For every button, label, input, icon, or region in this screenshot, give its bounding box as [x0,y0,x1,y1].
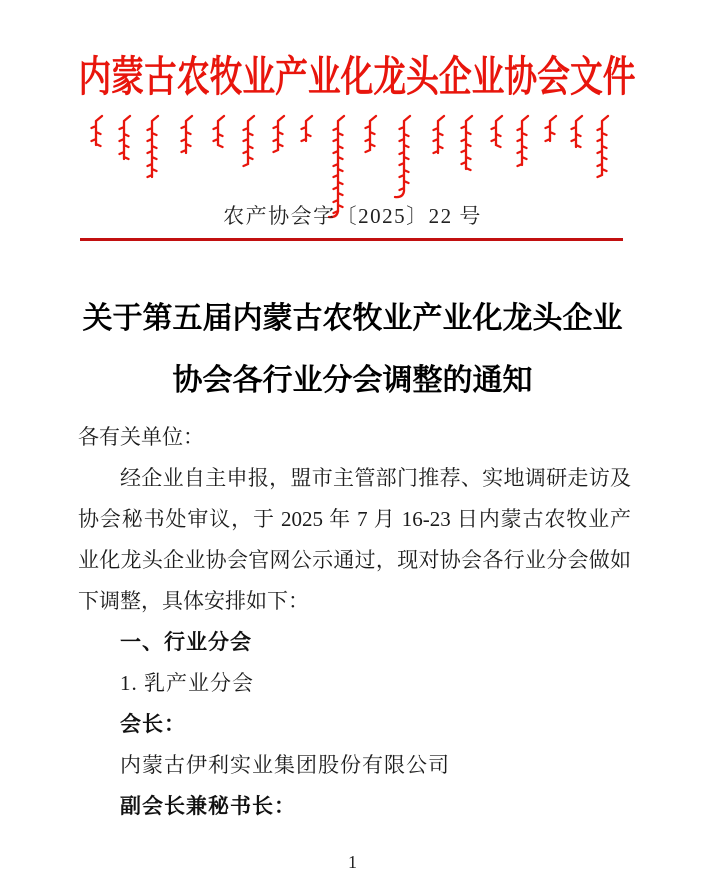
section-heading: 一、行业分会 [120,631,252,654]
paragraph-line-2: 协会秘书处审议，于 2025 年 7 月 16-23 日内蒙古农牧业产 [78,507,631,531]
red-divider-line [80,238,623,241]
document-title-line2: 协会各行业分会调整的通知 [172,364,533,397]
vice-chairman-label: 副会长兼秘书长： [120,795,296,818]
document-title-line1: 关于第五届内蒙古农牧业产业化龙头企业 [82,302,623,335]
document-number: 农产协会字〔2025〕22 号 [223,204,482,228]
paragraph-line-4: 下调整，具体安排如下： [78,589,309,613]
subsection-item: 1. 乳产业分会 [120,671,254,695]
paragraph-line-3: 业化龙头企业协会官网公示通过，现对协会各行业分会做如 [78,548,631,572]
chairman-company: 内蒙古伊利实业集团股份有限公司 [120,753,450,777]
paragraph-line-1: 经企业自主申报，盟市主管部门推荐、实地调研走访及 [120,466,631,490]
page-number: 1 [348,852,357,872]
chairman-label: 会长： [120,713,186,736]
red-letterhead-title-text: 内蒙古农牧业产业化龙头企业协会文件 [78,55,636,101]
salutation-line: 各有关单位： [78,425,204,449]
document-body [78,417,631,827]
document-title [0,288,705,412]
red-letterhead-title [0,53,705,103]
